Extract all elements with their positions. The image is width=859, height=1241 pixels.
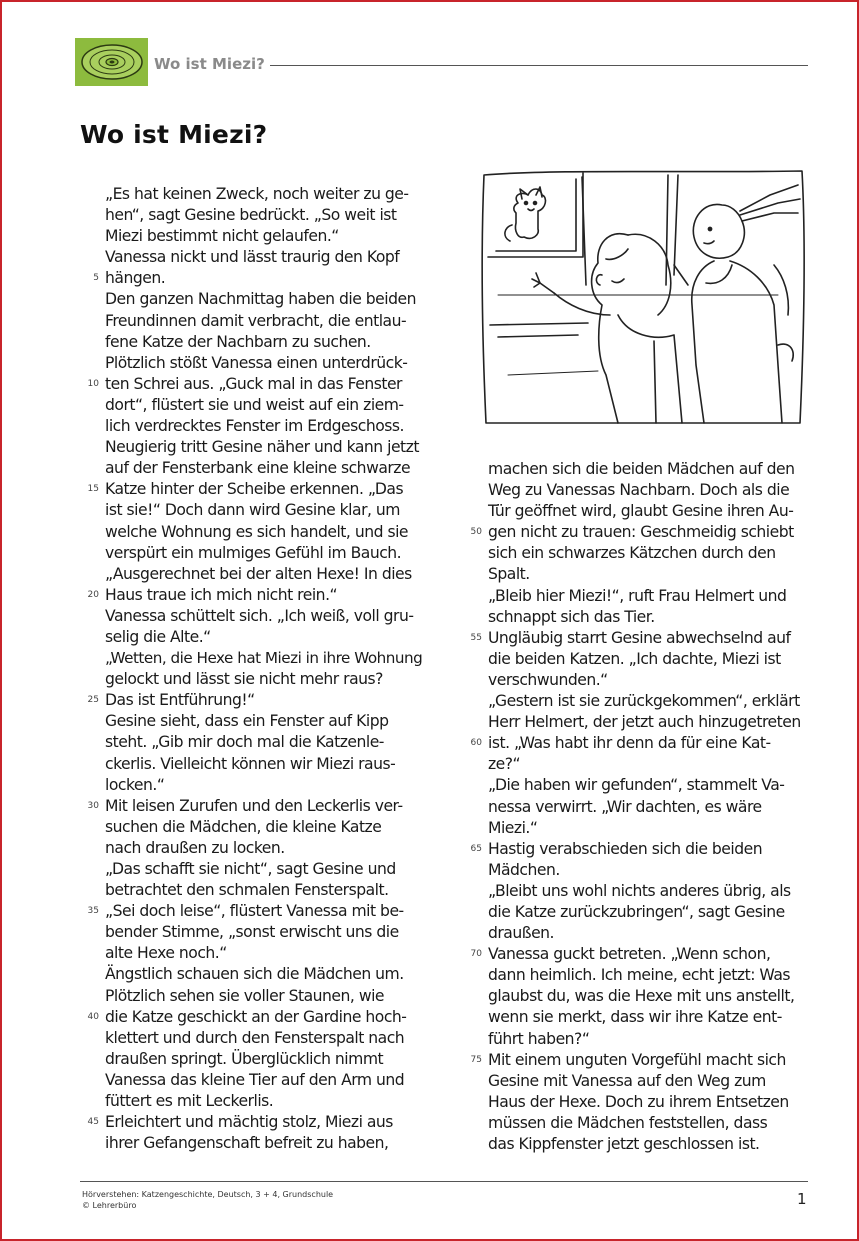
line-text: ihrer Gefangenschaft befreit zu haben, (105, 1134, 389, 1153)
text-line (488, 459, 808, 480)
text-line (488, 775, 808, 796)
text-line (105, 332, 425, 353)
line-number: 15 (87, 484, 99, 495)
line-text: die beiden Katzen. „Ich dachte, Miezi ist (488, 649, 781, 668)
text-line (105, 775, 425, 796)
text-line (470, 1050, 808, 1071)
line-text: Miezi.“ (488, 818, 538, 837)
text-line (105, 669, 425, 690)
text-line (105, 627, 425, 648)
text-line (105, 289, 425, 310)
line-text: Mit einem unguten Vorgefühl macht sich (488, 1050, 786, 1069)
text-line (105, 732, 425, 753)
text-line (105, 1028, 425, 1049)
line-text: bender Stimme, „sonst erwischt uns die (105, 923, 399, 942)
line-text: Haus der Hexe. Doch zu ihrem Entsetzen (488, 1092, 789, 1111)
line-text: lich verdrecktes Fenster im Erdgeschoss. (105, 417, 404, 436)
line-text: machen sich die beiden Mädchen auf den (488, 460, 795, 478)
text-line (470, 733, 808, 754)
text-line (105, 859, 425, 880)
text-line (488, 923, 808, 944)
line-text: Das ist Entführung!“ (105, 691, 255, 710)
line-text: Ungläubig starrt Gesine abwechselnd auf (488, 628, 791, 647)
line-text: draußen. (488, 924, 555, 943)
line-text: „Das schafft sie nicht“, sagt Gesine und (105, 860, 396, 878)
text-line (105, 205, 425, 226)
line-text: „Die haben wir gefunden“, stammelt Va- (488, 776, 785, 795)
text-line (105, 838, 425, 859)
line-text: Hastig verabschieden sich die beiden (488, 839, 763, 858)
text-line (488, 902, 808, 923)
line-text: dort“, flüstert sie und weist auf ein ziem- (105, 395, 404, 414)
line-text: Haus traue ich mich nicht rein.“ (105, 585, 338, 604)
line-text: glaubst du, was die Hexe mit uns anstellt, (488, 987, 795, 1006)
text-line (470, 944, 808, 965)
line-text: sich ein schwarzes Kätzchen durch den (488, 544, 776, 563)
line-text: führt haben?“ (488, 1029, 590, 1048)
line-text: Plötzlich stößt Vanessa einen unterdrück- (105, 353, 408, 372)
line-text: Vanessa das kleine Tier auf den Arm und (105, 1070, 405, 1089)
text-line (87, 690, 425, 711)
line-text: Gesine mit Vanessa auf den Weg zum (488, 1071, 766, 1090)
text-line (105, 353, 425, 374)
line-text: verspürt ein mulmiges Gefühl im Bauch. (105, 543, 402, 562)
footer-rule (80, 1181, 808, 1182)
text-line (488, 649, 808, 670)
line-text: selig die Alte.“ (105, 627, 211, 646)
line-number: 70 (470, 949, 482, 960)
text-line (488, 986, 808, 1007)
text-column-left (87, 184, 425, 1154)
text-line (87, 1112, 425, 1133)
text-line (488, 543, 808, 564)
text-line (105, 711, 425, 732)
line-number: 10 (87, 378, 99, 389)
story-title: Wo ist Miezi? (80, 120, 268, 149)
line-text: draußen springt. Überglücklich nimmt (105, 1049, 384, 1068)
text-line (488, 501, 808, 522)
text-line (488, 480, 808, 501)
illustration-girls-at-window (478, 165, 808, 427)
line-text: verschwunden.“ (488, 670, 608, 689)
text-line (105, 943, 425, 964)
text-line (105, 1133, 425, 1154)
text-line (488, 1113, 808, 1134)
line-text: gelockt und lässt sie nicht mehr raus? (105, 670, 383, 689)
text-line (488, 1029, 808, 1050)
line-text: Mädchen. (488, 860, 560, 879)
cd-logo-icon (75, 38, 148, 86)
line-text: Freundinnen damit verbracht, die entlau- (105, 311, 407, 330)
text-line (488, 1092, 808, 1113)
line-text: Katze hinter der Scheibe erkennen. „Das (105, 480, 404, 499)
text-line (105, 437, 425, 458)
text-line (105, 522, 425, 543)
footer-copyright: © Lehrerbüro (82, 1201, 137, 1210)
text-line (87, 479, 425, 500)
line-text: gen nicht zu trauen: Geschmeidig schiebt (488, 523, 794, 542)
line-text: ist sie!“ Doch dann wird Gesine klar, um (105, 501, 400, 520)
text-line (105, 606, 425, 627)
text-line (105, 543, 425, 564)
line-number: 35 (87, 906, 99, 917)
text-line (488, 1134, 808, 1155)
text-line (488, 564, 808, 585)
text-line (488, 965, 808, 986)
line-number: 20 (87, 589, 99, 600)
line-text: ten Schrei aus. „Guck mal in das Fenster (105, 374, 402, 393)
text-column-right (470, 459, 808, 1155)
text-line (488, 860, 808, 881)
text-line (488, 670, 808, 691)
text-line (105, 880, 425, 901)
line-text: Mit leisen Zurufen und den Leckerlis ver- (105, 796, 403, 815)
text-line (470, 522, 808, 543)
text-line (105, 754, 425, 775)
line-text: steht. „Gib mir doch mal die Katzenle- (105, 733, 384, 752)
text-line (105, 1049, 425, 1070)
line-text: Herr Helmert, der jetzt auch hinzugetreten (488, 713, 801, 732)
line-text: ckerlis. Vielleicht können wir Miezi raus- (105, 754, 396, 773)
line-text: schnappt sich das Tier. (488, 607, 655, 626)
line-text: wenn sie merkt, dass wir ihre Katze ent- (488, 1008, 782, 1027)
line-text: die Katze zurückzubringen“, sagt Gesine (488, 902, 785, 921)
line-number: 40 (87, 1011, 99, 1022)
line-number: 75 (470, 1054, 482, 1065)
text-line (105, 311, 425, 332)
line-text: auf der Fensterbank eine kleine schwarze (105, 459, 411, 478)
text-line (488, 754, 808, 775)
line-text: „Bleibt uns wohl nichts anderes übrig, als (488, 881, 791, 900)
line-text: welche Wohnung es sich handelt, und sie (105, 522, 409, 541)
text-line (87, 374, 425, 395)
line-text: Vanessa schüttelt sich. „Ich weiß, voll gru- (105, 606, 414, 625)
line-text: Plötzlich sehen sie voller Staunen, wie (105, 986, 384, 1005)
line-text: „Gestern ist sie zurückgekommen“, erklärt (488, 692, 800, 711)
text-line (488, 818, 808, 839)
text-line (87, 796, 425, 817)
line-text: ist. „Was habt ihr denn da für eine Kat- (488, 734, 771, 753)
text-line (105, 247, 425, 268)
line-text: locken.“ (105, 775, 165, 794)
text-line (488, 607, 808, 628)
line-number: 30 (87, 800, 99, 811)
line-text: Spalt. (488, 565, 530, 584)
line-text: alte Hexe noch.“ (105, 944, 227, 963)
text-line (105, 416, 425, 437)
text-line (488, 881, 808, 902)
text-line (105, 564, 425, 585)
text-line (488, 1007, 808, 1028)
line-text: Erleichtert und mächtig stolz, Miezi aus (105, 1113, 393, 1132)
line-text: hängen. (105, 269, 166, 288)
text-line (105, 648, 425, 669)
line-text: fene Katze der Nachbarn zu suchen. (105, 332, 371, 351)
line-text: füttert es mit Leckerlis. (105, 1092, 274, 1111)
text-line (105, 458, 425, 479)
line-text: Weg zu Vanessas Nachbarn. Doch als die (488, 481, 790, 500)
footer-credits (82, 1189, 333, 1211)
line-text: suchen die Mädchen, die kleine Katze (105, 817, 382, 836)
line-text: „Wetten, die Hexe hat Miezi in ihre Wohnung (105, 649, 423, 668)
text-line (87, 585, 425, 606)
text-line (105, 1091, 425, 1112)
line-number: 5 (93, 273, 99, 284)
line-text: Gesine sieht, dass ein Fenster auf Kipp (105, 712, 389, 731)
line-number: 50 (470, 527, 482, 538)
text-line (105, 964, 425, 985)
text-line (488, 1071, 808, 1092)
line-text: nach draußen zu locken. (105, 838, 285, 857)
text-line (488, 691, 808, 712)
footer-source: Hörverstehen: Katzengeschichte, Deutsch, 3 + 4, Grundschule (82, 1190, 334, 1199)
text-line (470, 628, 808, 649)
text-line (105, 184, 425, 205)
line-number: 55 (470, 632, 482, 643)
text-line (105, 922, 425, 943)
line-text: „Ausgerechnet bei der alten Hexe! In dies (105, 564, 412, 583)
text-line (105, 986, 425, 1007)
line-text: Den ganzen Nachmittag haben die beiden (105, 290, 416, 309)
line-text: betrachtet den schmalen Fensterspalt. (105, 881, 389, 900)
line-text: müssen die Mädchen feststellen, dass (488, 1113, 768, 1132)
text-line (470, 839, 808, 860)
text-line (488, 586, 808, 607)
line-number: 65 (470, 843, 482, 854)
line-number: 25 (87, 695, 99, 706)
line-text: Ängstlich schauen sich die Mädchen um. (105, 965, 404, 984)
line-text: die Katze geschickt an der Gardine hoch- (105, 1007, 407, 1026)
text-line (87, 901, 425, 922)
line-text: Tür geöffnet wird, glaubt Gesine ihren Au- (488, 502, 794, 521)
line-text: das Kippfenster jetzt geschlossen ist. (488, 1135, 760, 1153)
line-text: Vanessa guckt betreten. „Wenn schon, (488, 945, 771, 964)
text-line (87, 1007, 425, 1028)
line-text: ze?“ (488, 755, 521, 774)
line-text: Neugierig tritt Gesine näher und kann jetzt (105, 438, 419, 457)
header-title: Wo ist Miezi? (154, 55, 265, 73)
line-text: hen“, sagt Gesine bedrückt. „So weit ist (105, 206, 397, 225)
page-number: 1 (797, 1190, 807, 1208)
line-text: nessa verwirrt. „Wir dachten, es wäre (488, 797, 762, 816)
text-line (105, 395, 425, 416)
line-text: klettert und durch den Fensterspalt nach (105, 1028, 405, 1047)
text-line (105, 817, 425, 838)
text-line (105, 226, 425, 247)
text-line (105, 500, 425, 521)
header-rule (270, 65, 808, 66)
text-line (93, 268, 425, 289)
line-number: 60 (470, 738, 482, 749)
line-text: dann heimlich. Ich meine, echt jetzt: Was (488, 966, 791, 985)
text-line (105, 1070, 425, 1091)
line-text: „Es hat keinen Zweck, noch weiter zu ge- (105, 185, 409, 203)
line-text: „Bleib hier Miezi!“, ruft Frau Helmert und (488, 586, 787, 605)
line-text: „Sei doch leise“, flüstert Vanessa mit be- (105, 902, 404, 921)
text-line (488, 797, 808, 818)
line-text: Miezi bestimmt nicht gelaufen.“ (105, 227, 339, 246)
line-number: 45 (87, 1117, 99, 1128)
line-text: Vanessa nickt und lässt traurig den Kopf (105, 248, 400, 267)
text-line (488, 712, 808, 733)
